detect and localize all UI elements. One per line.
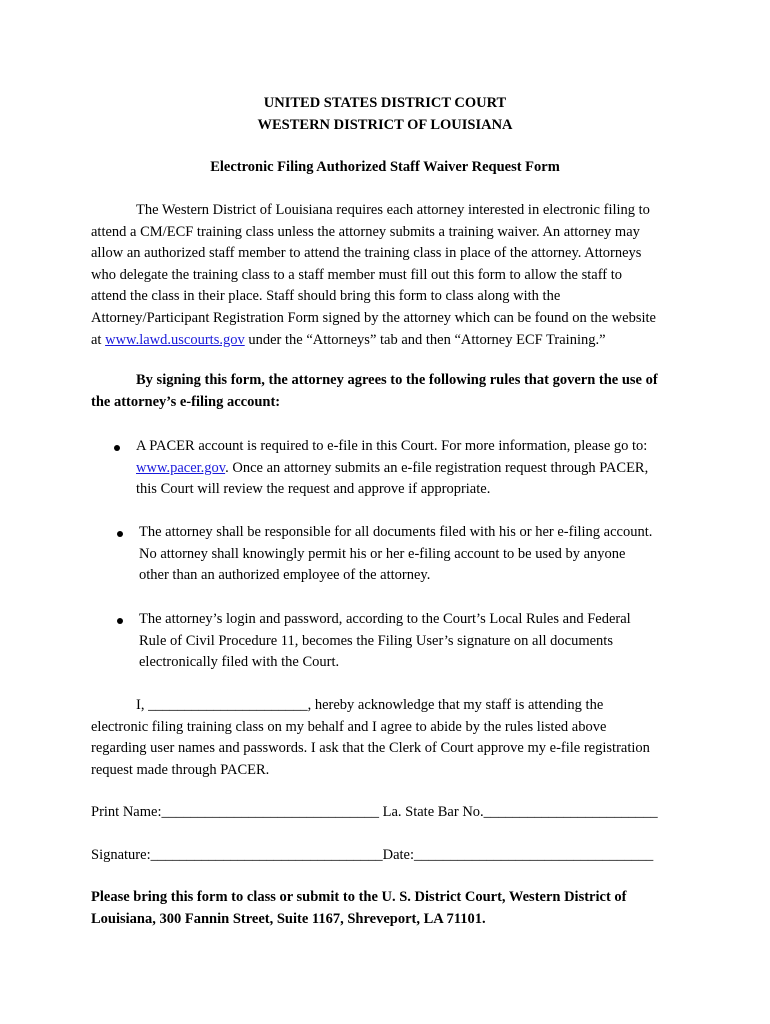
acknowledgement-line: request made through PACER. xyxy=(91,761,270,778)
intro-paragraph xyxy=(91,200,656,351)
form-title: Electronic Filing Authorized Staff Waiver Request Form xyxy=(210,159,560,175)
rule-line: other than an authorized employee of the attorney. xyxy=(139,567,431,584)
acknowledgement-line: electronic filing training class on my behalf and I agree to abide by the rules listed above xyxy=(91,718,607,735)
intro-text: at xyxy=(91,331,106,348)
intro-line: Attorney/Participant Registration Form signed by the attorney which can be found on the website xyxy=(91,309,656,326)
rule-item xyxy=(139,609,631,674)
pacer-website-link[interactable]: www.pacer.gov xyxy=(136,459,226,476)
rule-line: No attorney shall knowingly permit his or her e-filing account to be used by anyone xyxy=(139,545,626,562)
signature-and-date-line[interactable]: Signature:________________________________Date:_________________________________ xyxy=(91,847,654,863)
intro-text: under the “Attorneys” tab and then “Attorney ECF Training.” xyxy=(244,331,606,348)
rules-intro-line: the attorney’s e-filing account: xyxy=(91,393,281,410)
print-name-field[interactable] xyxy=(91,802,658,824)
intro-line: The Western District of Louisiana requires each attorney interested in electronic filing to xyxy=(136,202,650,218)
rule-item xyxy=(136,436,648,501)
intro-line: who delegate the training class to a staff member must fill out this form to allow the staff to xyxy=(91,266,623,283)
bullet-icon xyxy=(117,609,123,631)
print-name-and-bar-number-line[interactable]: Print Name:______________________________ La. State Bar No.________________________ xyxy=(91,804,658,820)
acknowledgement-line: I, ______________________, hereby acknowledge that my staff is attending the xyxy=(136,697,604,713)
intro-line: attend a CM/ECF training class unless the attorney submits a training waiver. An attorney may xyxy=(91,223,640,240)
rule-line: Rule of Civil Procedure 11, becomes the Filing User’s signature on all documents xyxy=(139,632,613,649)
footer-line: Please bring this form to class or submit to the U. S. District Court, Western District of xyxy=(91,889,627,905)
rule-line: this Court will review the request and approve if appropriate. xyxy=(136,481,491,498)
rule-line: electronically filed with the Court. xyxy=(139,654,340,671)
acknowledgement-line: regarding user names and passwords. I ask that the Clerk of Court approve my e-file registration xyxy=(91,740,650,757)
rule-item xyxy=(139,522,652,587)
lawd-website-link[interactable]: www.lawd.uscourts.gov xyxy=(105,331,245,348)
bullet-icon xyxy=(117,522,123,544)
bullet-icon xyxy=(114,436,120,458)
rule-line: A PACER account is required to e-file in this Court. For more information, please go to: xyxy=(136,438,648,454)
court-name-line1: UNITED STATES DISTRICT COURT xyxy=(263,95,507,111)
acknowledgement-paragraph xyxy=(91,695,650,781)
court-name-line2: WESTERN DISTRICT OF LOUISIANA xyxy=(257,117,513,133)
rule-line: The attorney’s login and password, according to the Court’s Local Rules and Federal xyxy=(139,611,631,627)
rule-line: The attorney shall be responsible for all documents filed with his or her e-filing account. xyxy=(139,524,653,540)
rules-intro-line: By signing this form, the attorney agrees to the following rules that govern the use of xyxy=(136,372,658,388)
footer-line: Louisiana, 300 Fannin Street, Suite 1167, Shreveport, LA 71101. xyxy=(91,910,486,927)
signature-field[interactable] xyxy=(91,845,653,867)
intro-line xyxy=(91,330,656,352)
rules-intro xyxy=(91,370,658,413)
intro-line: allow an authorized staff member to attend the training class in place of the attorney. Attorneys xyxy=(91,245,642,262)
rule-text: . Once an attorney submits an e-file registration request through PACER, xyxy=(225,459,649,476)
intro-line: attend the class in their place. Staff should bring this form to class along with the xyxy=(91,288,561,305)
rule-line xyxy=(136,458,648,480)
footer-instructions xyxy=(91,887,627,930)
